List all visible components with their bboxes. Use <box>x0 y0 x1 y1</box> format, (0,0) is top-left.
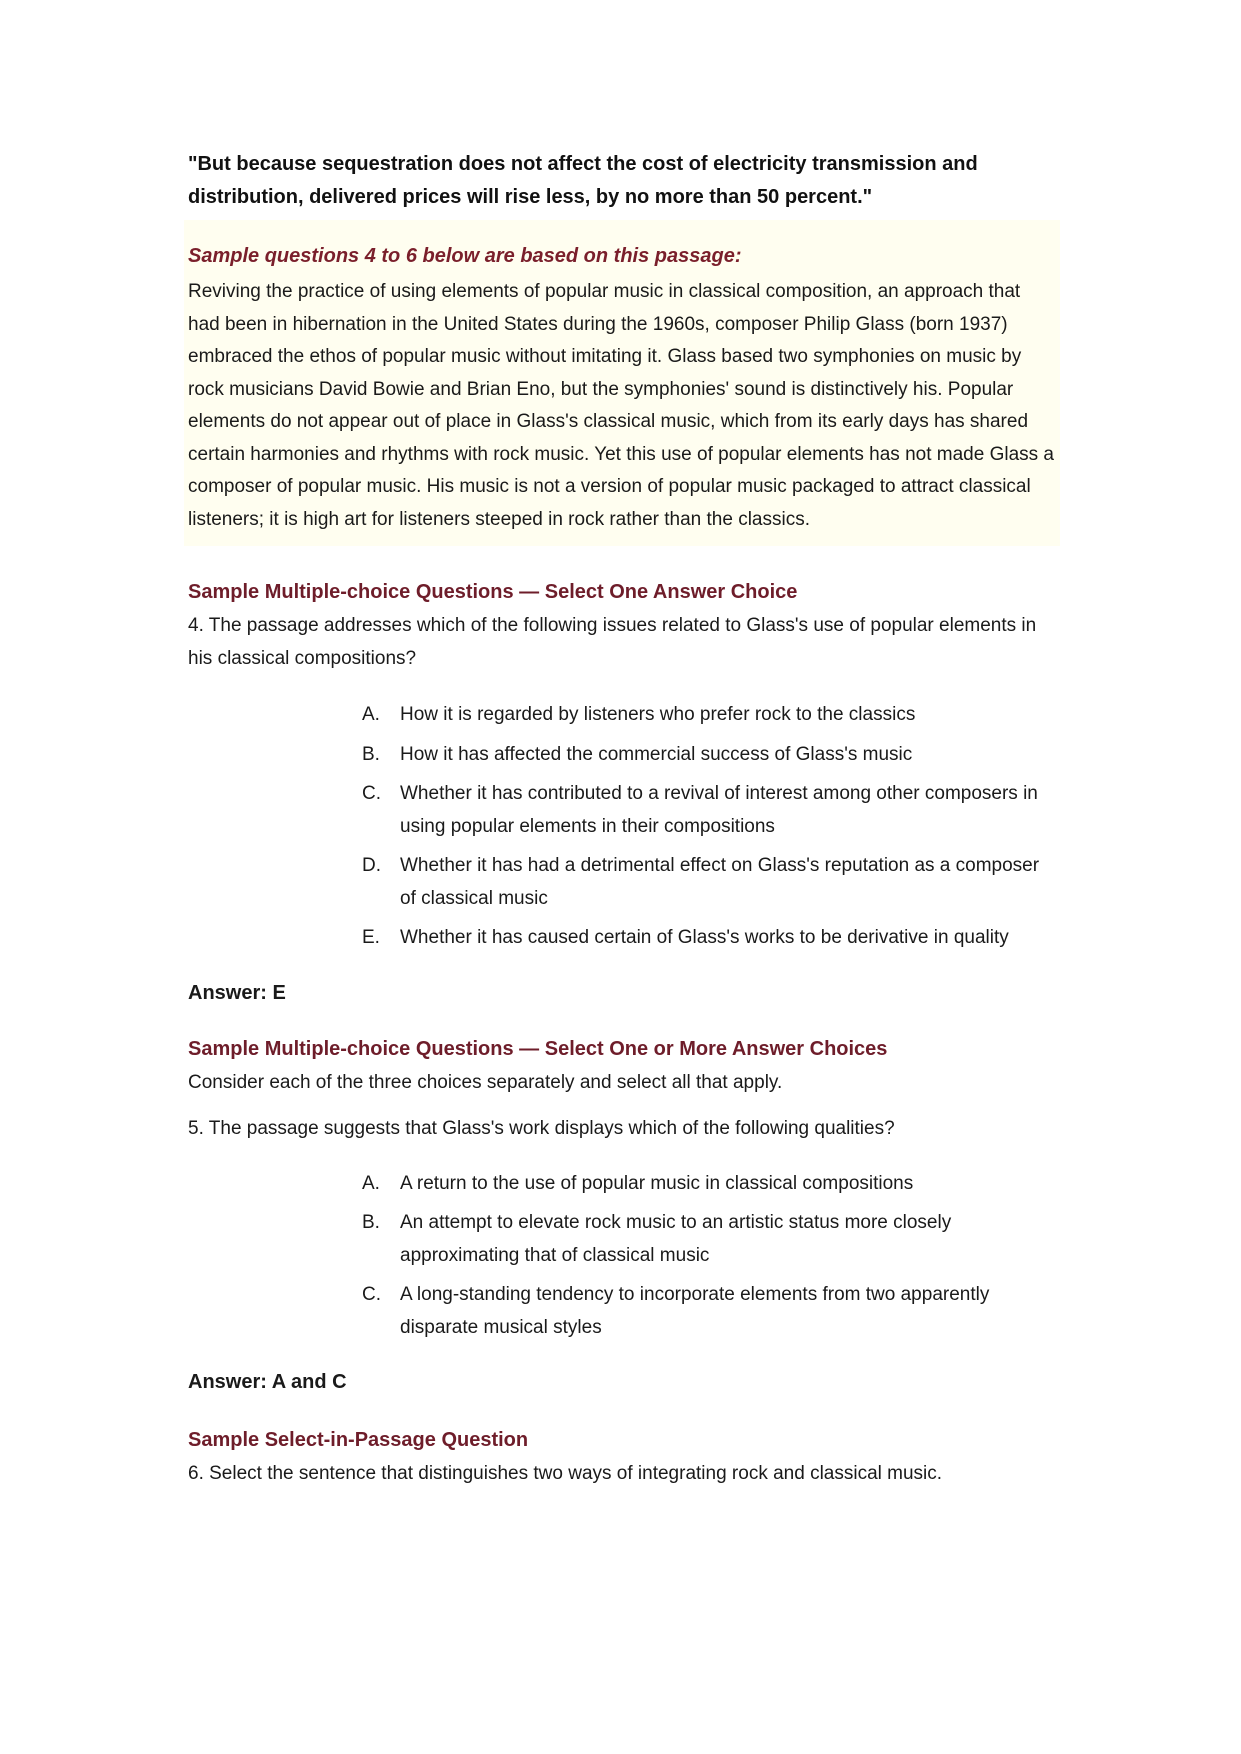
choice-5c[interactable] <box>362 1279 1056 1344</box>
choice-letter: E. <box>362 927 380 948</box>
choice-letter: B. <box>362 743 380 765</box>
choice-text: How it is regarded by listeners who prefer rock to the classics <box>400 704 916 725</box>
question-5: 5. The passage suggests that Glass's work displays which of the following qualities? <box>188 1118 895 1139</box>
choice-text: A return to the use of popular music in classical compositions <box>400 1172 914 1194</box>
question-4: 4. The passage addresses which of the following issues related to Glass's use of popular elements in his classical compositions? <box>188 615 1037 669</box>
choice-text: Whether it has contributed to a revival of interest among other composers in using popular elements in their compositions <box>400 783 1038 837</box>
quote-text: "But because sequestration does not affect the cost of electricity transmission and distribution, delivered prices will rise less, by no more than 50 percent." <box>188 153 978 208</box>
choice-text: A long-standing tendency to incorporate elements from two apparently disparate musical styles <box>400 1284 990 1338</box>
passage-text: Reviving the practice of using elements of popular music in classical composition, an approach that had been in hibernation in the United States during the 1960s, composer Philip Glass (born 1937) embraced the ethos of popular music without imitating it. Glass based two symphonies on music by rock musicians David Bowie and Brian Eno, but the symphonies' sound is distinctively his. Popular elements do not appear out of place in Glass's classical music, which from its early days has shared certain harmonies and rhythms with rock music. Yet this use of popular elements has not made Glass a composer of popular music. His music is not a version of popular music packaged to attract classical listeners; it is high art for listeners steeped in rock rather than the classics. <box>188 281 1054 530</box>
passage-heading: Sample questions 4 to 6 below are based on this passage: <box>188 245 742 267</box>
choice-4a[interactable] <box>362 699 1056 732</box>
choice-text: Whether it has caused certain of Glass's works to be derivative in quality <box>400 927 1009 948</box>
choice-4c[interactable] <box>362 778 1056 843</box>
section-heading-select-one: Sample Multiple-choice Questions — Select One Answer Choice <box>188 581 798 603</box>
choice-4b[interactable] <box>362 739 1056 772</box>
choice-letter: C. <box>362 1284 381 1305</box>
choice-letter: A. <box>362 704 380 725</box>
choice-5b[interactable] <box>362 1207 1056 1272</box>
choice-text: Whether it has had a detrimental effect on Glass's reputation as a composer of classical music <box>400 855 1040 909</box>
choice-letter: B. <box>362 1212 380 1233</box>
instruction-text: Consider each of the three choices separately and select all that apply. <box>188 1071 783 1093</box>
question-5-choices <box>188 1168 1056 1345</box>
section-heading-select-more: Sample Multiple-choice Questions — Select One or More Answer Choices <box>188 1037 888 1060</box>
choice-letter: C. <box>362 783 381 804</box>
choice-letter: D. <box>362 855 381 876</box>
answer-5: Answer: A and C <box>188 1371 347 1393</box>
choice-4e[interactable] <box>362 922 1056 955</box>
question-6: 6. Select the sentence that distinguishes two ways of integrating rock and classical music. <box>188 1463 943 1484</box>
section-heading-select-in-passage: Sample Select-in-Passage Question <box>188 1429 529 1451</box>
document-page <box>188 148 1056 1491</box>
passage-box <box>184 220 1060 546</box>
choice-text: How it has affected the commercial success of Glass's music <box>400 743 913 765</box>
choice-letter: A. <box>362 1172 380 1194</box>
answer-4: Answer: E <box>188 981 286 1004</box>
choice-4d[interactable] <box>362 850 1056 915</box>
choice-5a[interactable] <box>362 1168 1056 1201</box>
choice-text: An attempt to elevate rock music to an artistic status more closely approximating that of classical music <box>400 1212 952 1266</box>
question-4-choices <box>188 699 1056 955</box>
